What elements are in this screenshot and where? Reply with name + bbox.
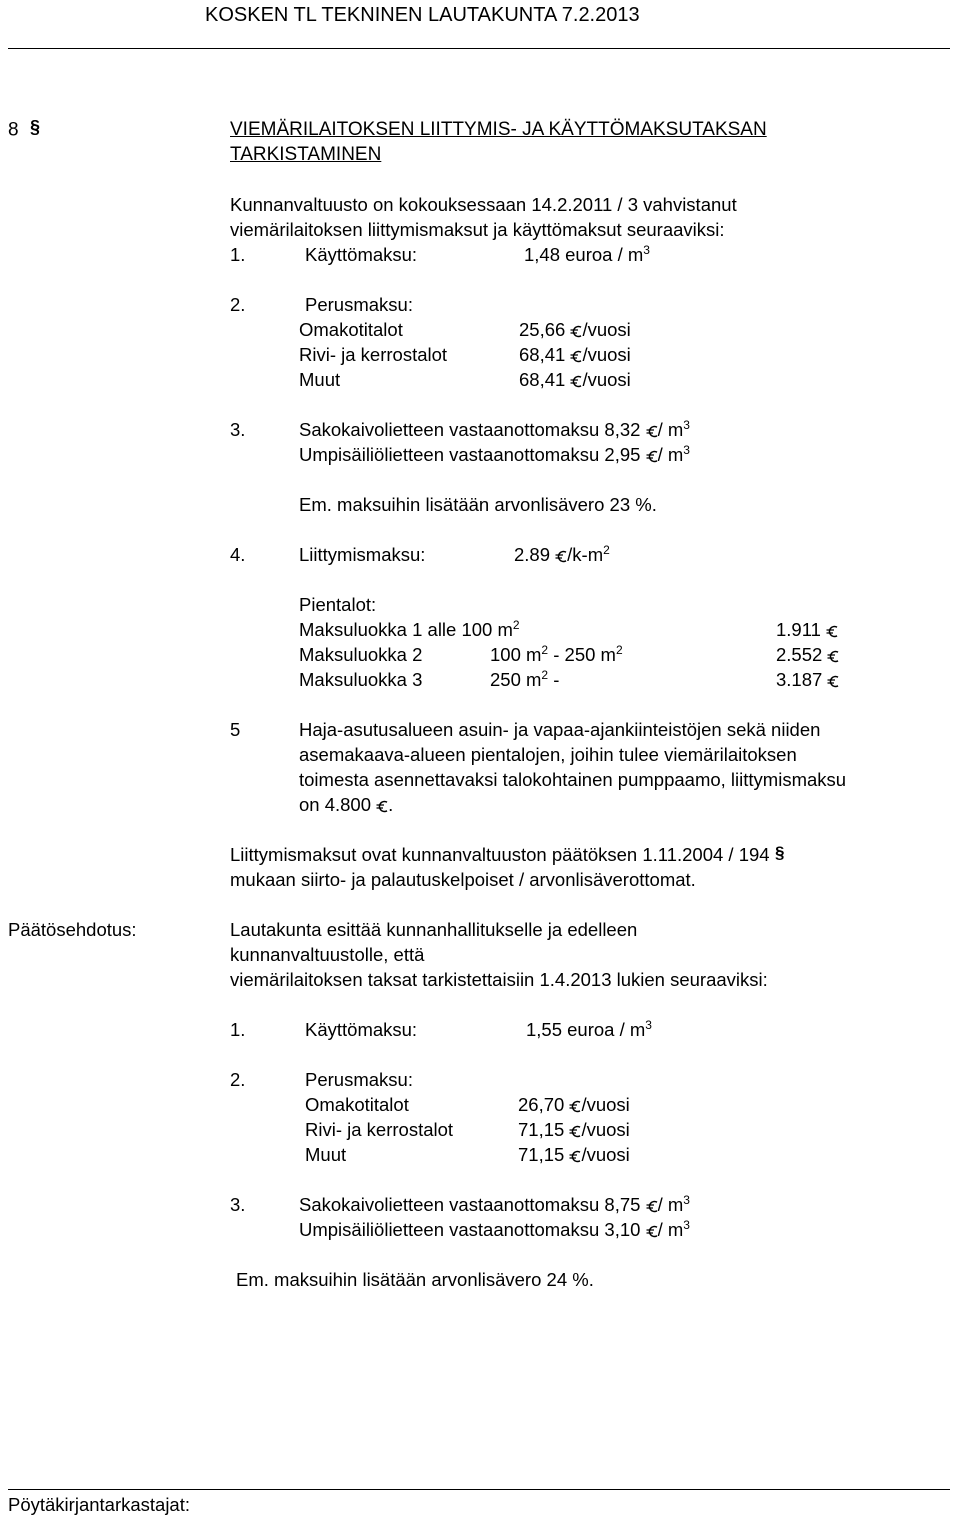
current-item5-number: 5 xyxy=(230,719,241,740)
euro-sign-icon xyxy=(570,350,582,363)
fee-class-price: 2.552 xyxy=(776,644,823,665)
proposal-item1-value: 1,55 euroa / m xyxy=(526,1019,646,1040)
pientalot-label: Pientalot: xyxy=(299,594,377,615)
euro-sign-icon xyxy=(570,375,582,388)
superscript: 2 xyxy=(541,643,549,657)
current-item1-value-group xyxy=(524,243,650,267)
section-title-line2: TARKISTAMINEN xyxy=(230,144,382,165)
current-item2-label: Perusmaksu: xyxy=(305,294,413,315)
superscript: 2 xyxy=(615,643,623,657)
footer-label: Pöytäkirjantarkastajat: xyxy=(8,1494,191,1515)
proposal-fee-row-value-group xyxy=(518,1093,630,1117)
superscript: 3 xyxy=(683,418,690,432)
fee-value: 25,66 xyxy=(519,319,566,340)
transfer-note-line1 xyxy=(230,843,787,869)
fee-class-text: Maksuluokka 1 alle 100 m xyxy=(299,619,513,640)
superscript: 3 xyxy=(683,443,690,457)
fee-class-price-group xyxy=(776,643,839,667)
current-item2-number: 2. xyxy=(230,294,246,315)
section-number: 8 xyxy=(8,119,19,141)
superscript: 3 xyxy=(683,1218,690,1232)
connection-fee-unit: /k-m xyxy=(567,544,604,565)
fee-class-name: Maksuluokka 2 xyxy=(299,644,423,665)
euro-sign-icon xyxy=(827,650,839,663)
fee-value: 68,41 xyxy=(519,344,566,365)
superscript: 2 xyxy=(603,543,610,557)
tank-fee-text: Umpisäiliölietteen vastaanottomaksu 3,10 xyxy=(299,1219,641,1240)
euro-sign-icon xyxy=(646,450,658,463)
proposal-fee-row-value-group xyxy=(518,1118,630,1142)
euro-sign-icon xyxy=(646,425,658,438)
euro-sign-icon xyxy=(555,550,567,563)
intro-line2: viemärilaitoksen liittymismaksut ja käyttömaksut seuraaviksi: xyxy=(230,219,725,240)
fee-class-price-group xyxy=(776,618,838,642)
fee-class-name: Maksuluokka 3 xyxy=(299,669,423,690)
proposal-fee-row-label: Rivi- ja kerrostalot xyxy=(305,1119,454,1140)
current-fee-row-label: Muut xyxy=(299,369,341,390)
superscript: 3 xyxy=(645,1018,652,1032)
current-item3-number: 3. xyxy=(230,419,246,440)
tank-fee-text: Umpisäiliölietteen vastaanottomaksu 2,95 xyxy=(299,444,641,465)
transfer-note-line2: mukaan siirto- ja palautuskelpoiset / arvonlisäverottomat. xyxy=(230,869,696,890)
fee-unit: /vuosi xyxy=(582,369,631,390)
current-fee-row-label: Rivi- ja kerrostalot xyxy=(299,344,448,365)
euro-sign-icon xyxy=(827,675,839,688)
euro-sign-icon xyxy=(646,1200,658,1213)
header-rule xyxy=(8,48,950,49)
current-item4-label: Liittymismaksu: xyxy=(299,544,426,565)
item5-line: Haja-asutusalueen asuin- ja vapaa-ajankiinteistöjen sekä niiden xyxy=(299,719,821,740)
fee-unit: /vuosi xyxy=(581,1094,630,1115)
current-item1-number: 1. xyxy=(230,244,246,265)
unit-text: / m xyxy=(657,1194,684,1215)
fee-unit: /vuosi xyxy=(581,1119,630,1140)
proposal-line2: kunnanvaltuustolle, että xyxy=(230,944,425,965)
sludge-fee-text: Sakokaivolietteen vastaanottomaksu 8,75 xyxy=(299,1194,641,1215)
proposal-item2-number: 2. xyxy=(230,1069,246,1090)
transfer-note-text: Liittymismaksut ovat kunnanvaltuuston päätöksen 1.11.2004 / 194 xyxy=(230,844,770,865)
svg-text:§: § xyxy=(29,117,40,137)
fee-class-price: 1.911 xyxy=(776,619,821,640)
fee-class-range xyxy=(490,668,559,692)
proposal-item2-label: Perusmaksu: xyxy=(305,1069,413,1090)
unit-text: / m xyxy=(657,419,684,440)
proposal-line1: Lautakunta esittää kunnanhallitukselle ja edelleen xyxy=(230,919,638,940)
fee-class-price-group xyxy=(776,668,839,692)
fee-unit: /vuosi xyxy=(581,1144,630,1165)
unit-text: / m xyxy=(657,444,684,465)
euro-sign-icon xyxy=(569,1100,581,1113)
section-title-line1: VIEMÄRILAITOKSEN LIITTYMIS- JA KÄYTTÖMAKSUTAKSAN xyxy=(230,119,767,140)
proposal-fee-row-value-group xyxy=(518,1143,630,1167)
current-fee-row-value-group xyxy=(519,343,631,367)
range-start: 100 m xyxy=(490,644,542,665)
item5-line: asemakaava-alueen pientalojen, joihin tulee viemärilaitoksen xyxy=(299,744,797,765)
section-number-group xyxy=(8,116,44,145)
current-item1-label: Käyttömaksu: xyxy=(305,244,418,265)
superscript: 2 xyxy=(512,618,520,632)
proposal-fee-row-label: Omakotitalot xyxy=(305,1094,409,1115)
paragraph-sign-icon xyxy=(30,116,44,145)
paragraph-sign-icon xyxy=(775,843,787,869)
proposal-item3-line2 xyxy=(299,1218,690,1242)
svg-text:§: § xyxy=(774,843,785,863)
proposal-fee-row-label: Muut xyxy=(305,1144,347,1165)
range-end: - 250 m xyxy=(553,644,616,665)
item5-end: . xyxy=(388,794,394,815)
item5-last-line xyxy=(299,793,393,817)
superscript: 2 xyxy=(541,668,549,682)
current-item4-number: 4. xyxy=(230,544,246,565)
range-start: 250 m xyxy=(490,669,542,690)
fee-value: 26,70 xyxy=(518,1094,565,1115)
euro-sign-icon xyxy=(646,1225,658,1238)
fee-unit: /vuosi xyxy=(582,344,631,365)
footer-rule xyxy=(8,1489,950,1490)
current-item1-value: 1,48 euroa / m xyxy=(524,244,644,265)
proposal-vat-note: Em. maksuihin lisätään arvonlisävero 24 %. xyxy=(236,1269,594,1290)
fee-class-name xyxy=(299,618,520,642)
fee-class-price: 3.187 xyxy=(776,669,823,690)
euro-sign-icon xyxy=(376,800,388,813)
proposal-item1-number: 1. xyxy=(230,1019,246,1040)
fee-unit: /vuosi xyxy=(582,319,631,340)
proposal-item3-line1 xyxy=(299,1193,690,1217)
current-item3-line2 xyxy=(299,443,690,467)
unit-text: / m xyxy=(657,1219,684,1240)
proposal-item3-number: 3. xyxy=(230,1194,246,1215)
superscript: 3 xyxy=(643,243,650,257)
current-fee-row-label: Omakotitalot xyxy=(299,319,403,340)
item5-line: on 4.800 xyxy=(299,794,372,815)
proposal-item1-label: Käyttömaksu: xyxy=(305,1019,418,1040)
current-vat-note: Em. maksuihin lisätään arvonlisävero 23 %. xyxy=(299,494,657,515)
fee-class-range xyxy=(490,643,623,667)
superscript: 3 xyxy=(683,1193,690,1207)
euro-sign-icon xyxy=(569,1150,581,1163)
current-fee-row-value-group xyxy=(519,318,631,342)
proposal-label: Päätösehdotus: xyxy=(8,919,137,940)
euro-sign-icon xyxy=(826,625,838,638)
fee-value: 68,41 xyxy=(519,369,566,390)
current-item4-value-group xyxy=(514,543,610,567)
current-item3-line1 xyxy=(299,418,690,442)
connection-fee-value: 2.89 xyxy=(514,544,551,565)
current-fee-row-value-group xyxy=(519,368,631,392)
fee-value: 71,15 xyxy=(518,1119,565,1140)
fee-value: 71,15 xyxy=(518,1144,565,1165)
proposal-line3: viemärilaitoksen taksat tarkistettaisiin 1.4.2013 lukien seuraaviksi: xyxy=(230,969,768,990)
proposal-item1-value-group xyxy=(526,1018,652,1042)
euro-sign-icon xyxy=(570,325,582,338)
range-end: - xyxy=(553,669,560,690)
item5-line: toimesta asennettavaksi talokohtainen pumppaamo, liittymismaksu xyxy=(299,769,847,790)
sludge-fee-text: Sakokaivolietteen vastaanottomaksu 8,32 xyxy=(299,419,641,440)
document-header: KOSKEN TL TEKNINEN LAUTAKUNTA 7.2.2013 xyxy=(205,4,640,26)
euro-sign-icon xyxy=(569,1125,581,1138)
intro-line1: Kunnanvaltuusto on kokouksessaan 14.2.2011 / 3 vahvistanut xyxy=(230,194,737,215)
